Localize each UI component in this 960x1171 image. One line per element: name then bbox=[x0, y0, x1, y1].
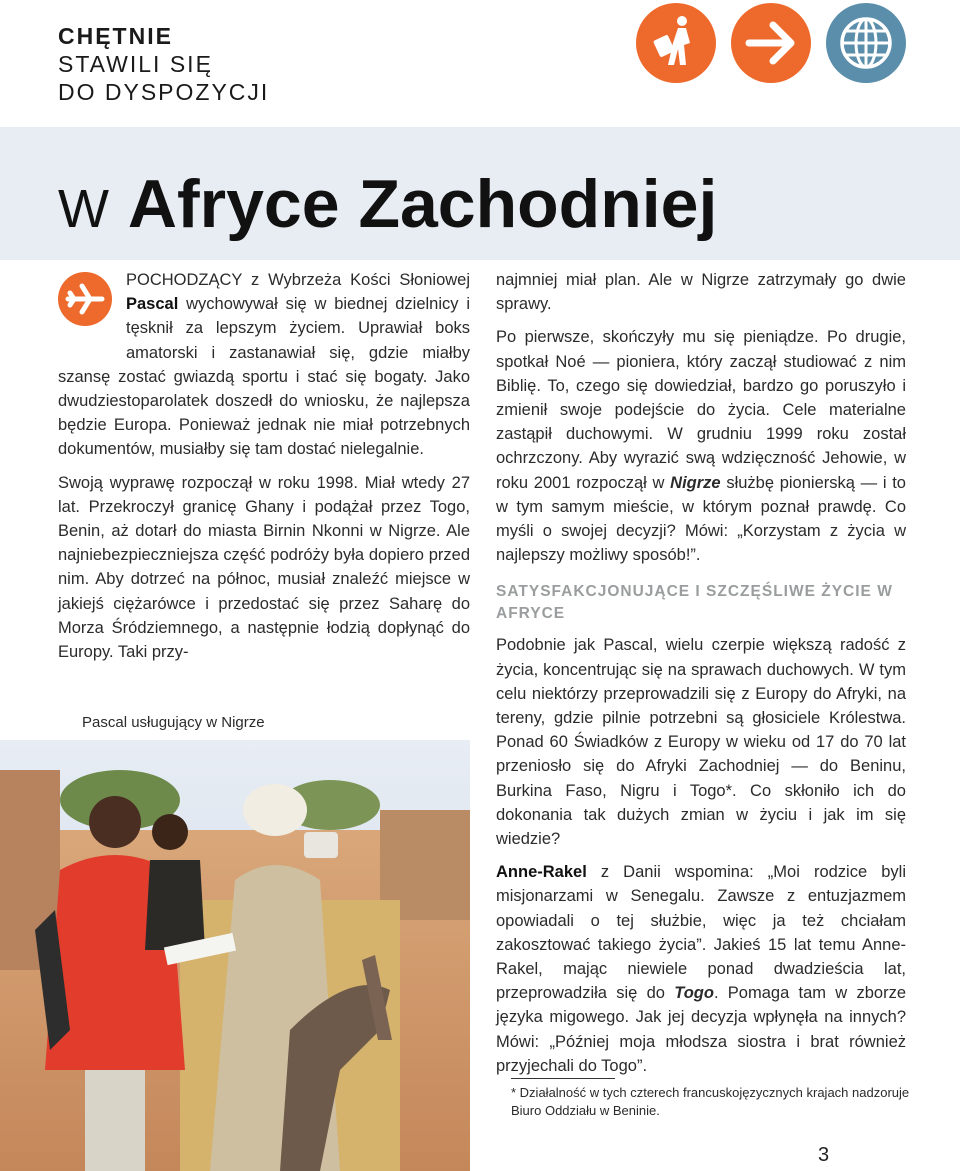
kicker-line-1: CHĘTNIE bbox=[58, 23, 173, 49]
footnote-rule bbox=[511, 1078, 615, 1079]
paragraph-text: . Pomaga tam w zborze języka migowego. Jak jej decyzja wpłynęła na innych? Mówi: „Później moja młodsza siostra i brat również przyjechali do Togo”. bbox=[496, 984, 907, 1075]
person-name: Pascal bbox=[126, 295, 179, 314]
paragraph-intro: POCHODZĄCY z Wybrzeża Kości Słoniowej bbox=[126, 271, 470, 289]
paragraph: Swoją wyprawę rozpoczął w roku 1998. Miał wtedy 27 lat. Przekroczył granicę Ghany i podążał przez Togo, Benin, aż dotarł do miasta Birnin Nkonni w Nigrze. Ale najniebezpieczniejsza część podróży była dopiero przed nim. Aby dotrzeć na północ, musiał znaleźć miejsce w jakiejś ciężarówce i przedostać się przez Saharę do Morza Śródziemnego, a następnie łodzią dopłynąć do Europy. Taki przy- bbox=[58, 473, 470, 662]
page-number: 3 bbox=[818, 1144, 830, 1166]
kicker-line-3: DO DYSPOZYCJI bbox=[58, 79, 270, 105]
header-icons bbox=[636, 3, 926, 87]
paragraph: najmniej miał plan. Ale w Nigrze zatrzymały go dwie sprawy. bbox=[496, 271, 906, 314]
paragraph-text: z Danii wspomina: „Moi rodzice byli misjonarzami w Senegalu. Zawsze z entuzjazmem opowiadali o tej służbie, więc ja też chciałam zakosztować takiego życia”. Jakieś 15 lat temu Anne-Rakel, mając niewiele ponad dwadzieścia lat, przeprowadziła się do bbox=[496, 863, 906, 1003]
photo-pascal-niger bbox=[0, 740, 470, 1171]
paragraph: Podobnie jak Pascal, wielu czerpie większą radość z życia, koncentrując się na sprawach duchowych. W tym celu niektórzy przeprowadzili się z Europy do Afryki, na tereny, gdzie pilnie potrzebni są głosiciele Królestwa. Ponad 60 Świadków z Europy w wieku od 17 do 70 lat przeniosło się do Afryki Zachodniej — do Beninu, Burkina Faso, Nigru i Togo*. Co skłoniło ich do dokonania tak dużych zmian w życiu i jak im się wiedzie? bbox=[496, 636, 906, 849]
section-heading: SATYSFAKCJONUJĄCE I SZCZĘŚLIWE ŻYCIE W AFRYCE bbox=[496, 583, 893, 623]
arrow-right-icon bbox=[731, 3, 811, 83]
place-name: Nigrze bbox=[670, 473, 721, 492]
left-column bbox=[58, 268, 470, 673]
kicker-line-2: STAWILI SIĘ bbox=[58, 51, 213, 77]
paragraph-text: służbę pionierską — i to w tym samym mieście, w którym poznał prawdę. Co myśli o swojej decyzji? Mówi: „Korzystam z życia w najlepszy możliwy sposób!”. bbox=[496, 473, 906, 565]
series-kicker bbox=[58, 22, 269, 106]
photo-caption: Pascal usługujący w Nigrze bbox=[82, 714, 265, 731]
title-main: Afryce Zachodniej bbox=[127, 166, 718, 242]
globe-icon bbox=[826, 3, 906, 83]
footnote: * Działalność w tych czterech francuskojęzycznych krajach nadzoruje Biuro Oddziału w Beninie. bbox=[511, 1085, 910, 1118]
paragraph bbox=[496, 325, 906, 567]
title-prefix: W bbox=[58, 179, 109, 239]
paragraph-text: Po pierwsze, skończyły mu się pieniądze. Po drugie, spotkał Noé — pioniera, który zaczął studiować z nim Biblię. To, czego się dowiedział, bardzo go poruszyło i zmienił swoje podejście do życia. Cele materialne zastąpił duchowymi. W grudniu 1999 roku został ochrzczony. Aby wyrazić swą wdzięczność Jehowie, w roku 2001 rozpoczął w bbox=[496, 328, 906, 492]
right-column bbox=[496, 268, 906, 1087]
icon-wrap-space bbox=[58, 268, 126, 364]
paragraph-text: wychowywał się w biednej dzielnicy i tęsknił za lepszym życiem. Uprawiał boks amatorski i zastanawiał się, gdzie miałby szansę zostać gwiazdą sportu i stać się bogaty. Jako dwudziestoparolatek doszedł do wniosku, że najlepsza będzie Europa. Ponieważ jednak nie miał potrzebnych dokumentów, musiałby się tam dostać nielegalnie. bbox=[58, 295, 470, 459]
person-name: Anne-Rakel bbox=[496, 863, 587, 882]
place-name: Togo bbox=[674, 984, 714, 1003]
traveler-icon bbox=[636, 3, 716, 83]
paragraph bbox=[496, 860, 906, 1078]
article-title bbox=[58, 160, 717, 253]
